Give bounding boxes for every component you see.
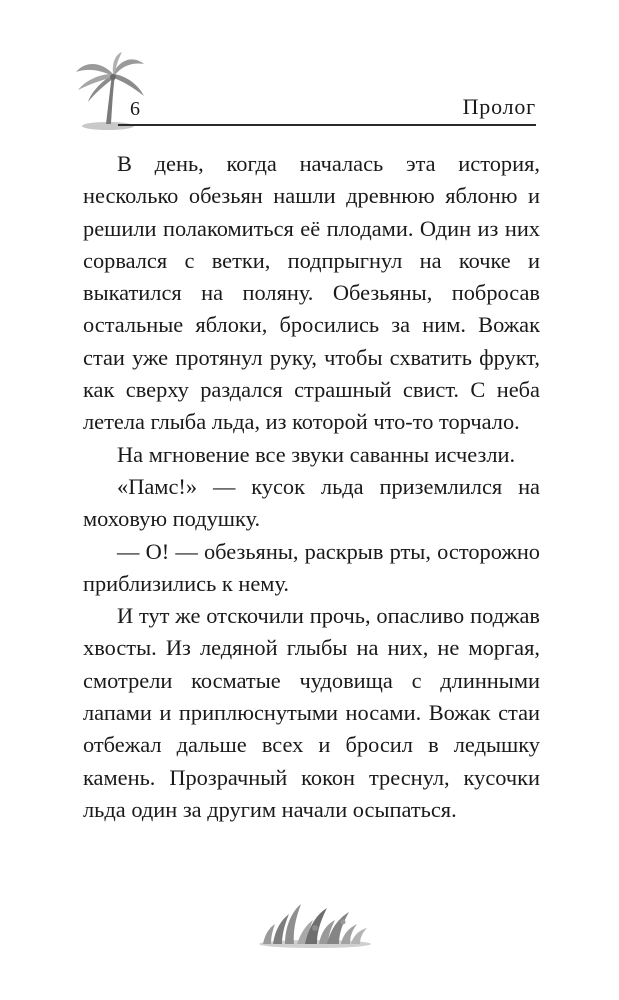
paragraph: «Памс!» — кусок льда приземлился на моховую подушку. — [83, 473, 540, 532]
paragraph: — О! — обезьяны, раскрыв рты, осторожно приблизились к нему. — [83, 538, 540, 596]
header-rule — [118, 124, 536, 126]
paragraph: На мгновение все звуки саванны исчезли. — [117, 441, 516, 467]
grass-plants-icon — [255, 898, 375, 948]
page-header — [0, 0, 619, 130]
chapter-title: Пролог — [462, 94, 536, 119]
paragraph: В день, когда началась эта история, несколько обезьян нашли древнюю яблоню и решили полакомиться её плодами. Один из них сорвался с ветки, подпрыгнул на кочке и выкатился на поляну. Обезьяны, побросав остальные яблоки, бросились за ним. Вожак стаи уже протянул руку, чтобы схватить фрукт, как сверху раздался страшный свист. С неба летела глыба льда, из которой что-то торчало. — [83, 151, 540, 435]
page-number: 6 — [130, 98, 141, 120]
body-text — [83, 148, 540, 826]
paragraph: И тут же отскочили прочь, опасливо поджав хвосты. Из ледяной глыбы на них, не моргая, смотрели косматые чудовища с длинными лапами и приплюснутыми носами. Вожак стаи отбежал дальше всех и бросил в ледышку камень. Прозрачный кокон треснул, кусочки льда один за другим начали осыпаться. — [83, 603, 540, 822]
